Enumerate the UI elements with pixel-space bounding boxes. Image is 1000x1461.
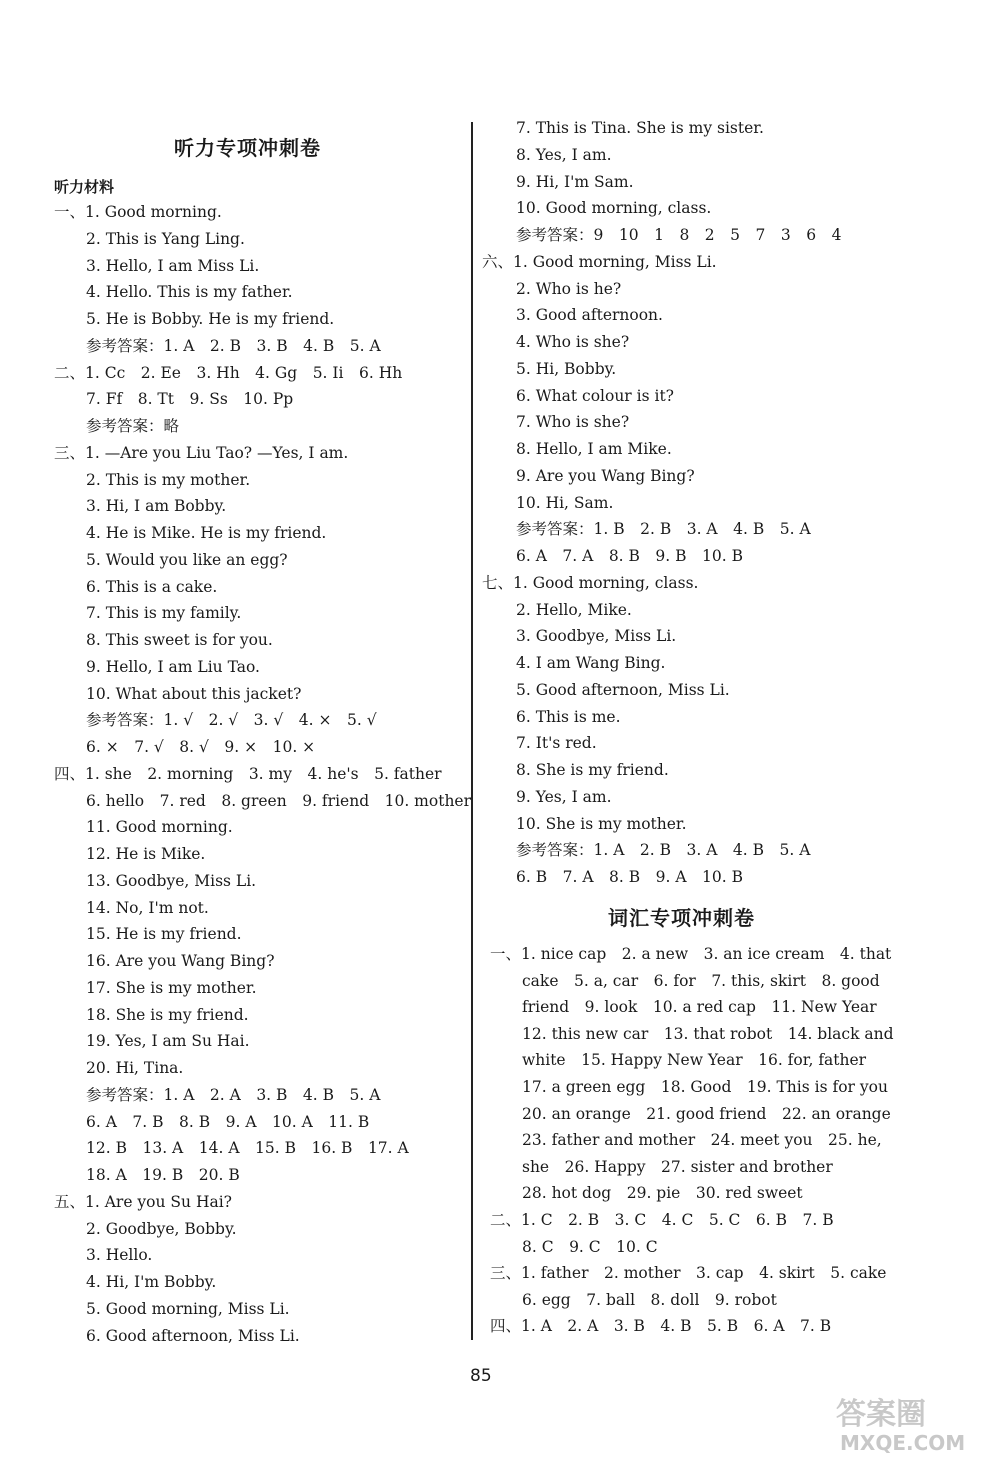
text-line: 10. She is my mother. [516, 814, 687, 833]
text-line: 10. Good morning, class. [516, 199, 712, 218]
text-line: 3. Hello, I am Miss Li. [86, 256, 260, 275]
text-line: 15. He is my friend. [86, 925, 242, 944]
text-line: 14. No, I'm not. [86, 898, 209, 917]
text-line: 2. Who is he? [516, 279, 622, 298]
text-line: 六、1. Good morning, Miss Li. [482, 252, 717, 271]
text-line: 6. What colour is it? [516, 386, 674, 405]
text-line: 2. Goodbye, Bobby. [86, 1219, 237, 1238]
text-line: 参考答案：1. B 2. B 3. A 4. B 5. A [516, 520, 811, 539]
text-line: 4. He is Mike. He is my friend. [86, 524, 327, 542]
page-number: 85 [470, 1366, 492, 1386]
text-line: 5. Would you like an egg? [86, 550, 288, 569]
listening-title: 听力专项冲刺卷 [174, 136, 321, 160]
text-line: 三、1. father 2. mother 3. cap 4. skirt 5. cake [490, 1264, 887, 1283]
text-line: 6. × 7. √ 8. √ 9. × 10. × [86, 738, 316, 756]
text-line: 4. I am Wang Bing. [516, 654, 666, 672]
text-line: 12. B 13. A 14. A 15. B 16. B 17. A [86, 1139, 409, 1158]
text-line: 7. Ff 8. Tt 9. Ss 10. Pp [86, 390, 294, 409]
text-line: 17. a green egg 18. Good 19. This is for you [522, 1078, 888, 1096]
text-line: she 26. Happy 27. sister and brother [522, 1157, 833, 1176]
text-line: 9. Are you Wang Bing? [516, 466, 695, 485]
watermark-en: MXQE.COM [840, 1431, 966, 1455]
text-line: 20. an orange 21. good friend 22. an orange [522, 1104, 891, 1123]
text-line: 二、1. C 2. B 3. C 4. C 5. C 6. B 7. B [490, 1211, 834, 1229]
text-line: 参考答案：9 10 1 8 2 5 7 3 6 4 [516, 226, 842, 244]
text-line: 9. Hi, I'm Sam. [516, 172, 634, 191]
text-line: 8. This sweet is for you. [86, 631, 273, 649]
text-line: 三、1. —Are you Liu Tao? —Yes, I am. [54, 443, 349, 462]
text-line: 8. C 9. C 10. C [522, 1237, 658, 1256]
text-line: 6. A 7. A 8. B 9. B 10. B [516, 547, 743, 565]
text-line: 5. Hi, Bobby. [516, 359, 617, 378]
text-line: 18. She is my friend. [86, 1005, 249, 1024]
text-line: 5. Good afternoon, Miss Li. [516, 680, 730, 699]
text-line: 一、1. nice cap 2. a new 3. an ice cream 4. that [490, 945, 892, 963]
text-line: 12. He is Mike. [86, 845, 206, 863]
text-line: 7. It's red. [516, 734, 597, 753]
text-line: 6. Good afternoon, Miss Li. [86, 1326, 300, 1345]
text-line: 参考答案：1. A 2. B 3. A 4. B 5. A [516, 841, 811, 860]
text-line: 9. Yes, I am. [516, 787, 612, 806]
text-line: 20. Hi, Tina. [86, 1059, 184, 1077]
text-line: 5. He is Bobby. He is my friend. [86, 310, 335, 328]
text-line: 17. She is my mother. [86, 978, 257, 997]
text-line: 3. Hello. [86, 1246, 153, 1265]
text-line: 10. Hi, Sam. [516, 493, 614, 512]
text-line: 参考答案：1. A 2. A 3. B 4. B 5. A [86, 1085, 381, 1104]
text-line: cake 5. a, car 6. for 7. this, skirt 8. good [522, 971, 880, 990]
text-line: 3. Goodbye, Miss Li. [516, 627, 677, 646]
text-line: 3. Good afternoon. [516, 306, 663, 325]
vocabulary-title: 词汇专项冲刺卷 [608, 906, 755, 930]
text-line: 6. hello 7. red 8. green 9. friend 10. mother [86, 791, 472, 810]
text-line: 参考答案：1. √ 2. √ 3. √ 4. × 5. √ [86, 711, 377, 730]
text-line: 19. Yes, I am Su Hai. [86, 1032, 250, 1051]
text-line: 7. Who is she? [516, 413, 630, 432]
text-line: 参考答案：略 [86, 417, 180, 435]
text-line: 7. This is Tina. She is my sister. [516, 119, 764, 137]
column-divider [471, 122, 473, 1340]
text-line: friend 9. look 10. a red cap 11. New Year [522, 998, 877, 1017]
text-line: 6. This is a cake. [86, 577, 218, 596]
text-line: 2. This is Yang Ling. [86, 229, 245, 248]
watermark-logo [830, 1392, 990, 1456]
text-line: 28. hot dog 29. pie 30. red sweet [522, 1184, 803, 1203]
text-line: 4. Who is she? [516, 333, 630, 351]
text-line: 4. Hello. This is my father. [86, 283, 293, 302]
text-line: 七、1. Good morning, class. [482, 573, 699, 592]
text-line: 9. Hello, I am Liu Tao. [86, 657, 260, 676]
text-line: 2. Hello, Mike. [516, 600, 632, 619]
text-line: 6. A 7. B 8. B 9. A 10. A 11. B [86, 1112, 370, 1131]
text-line: 10. What about this jacket? [86, 684, 302, 703]
watermark-cn: 答案圈 [836, 1397, 926, 1432]
text-line: 8. Hello, I am Mike. [516, 440, 672, 458]
text-line: 16. Are you Wang Bing? [86, 952, 275, 970]
text-line: white 15. Happy New Year 16. for, father [522, 1051, 867, 1070]
text-line: 8. Yes, I am. [516, 145, 612, 164]
text-line: 一、1. Good morning. [54, 203, 222, 221]
text-line: 5. Good morning, Miss Li. [86, 1299, 290, 1318]
text-line: 四、1. she 2. morning 3. my 4. he's 5. father [54, 764, 442, 783]
text-line: 4. Hi, I'm Bobby. [86, 1273, 217, 1291]
text-line: 11. Good morning. [86, 818, 233, 837]
text-line: 二、1. Cc 2. Ee 3. Hh 4. Gg 5. Ii 6. Hh [54, 363, 403, 382]
text-line: 7. This is my family. [86, 604, 242, 623]
text-line: 8. She is my friend. [516, 761, 669, 779]
text-line: 四、1. A 2. A 3. B 4. B 5. B 6. A 7. B [490, 1317, 832, 1336]
text-line: 2. This is my mother. [86, 470, 251, 489]
text-line: 18. A 19. B 20. B [86, 1166, 240, 1184]
text-line: 3. Hi, I am Bobby. [86, 497, 227, 516]
listening-material-heading: 听力材料 [54, 178, 115, 196]
text-line: 13. Goodbye, Miss Li. [86, 871, 257, 890]
text-line: 6. B 7. A 8. B 9. A 10. B [516, 868, 743, 886]
text-line: 6. egg 7. ball 8. doll 9. robot [522, 1290, 777, 1309]
text-line: 五、1. Are you Su Hai? [54, 1192, 232, 1211]
text-line: 12. this new car 13. that robot 14. black and [522, 1024, 894, 1043]
text-line: 6. This is me. [516, 707, 621, 726]
text-line: 23. father and mother 24. meet you 25. he, [522, 1131, 882, 1150]
text-line: 参考答案：1. A 2. B 3. B 4. B 5. A [86, 336, 381, 355]
